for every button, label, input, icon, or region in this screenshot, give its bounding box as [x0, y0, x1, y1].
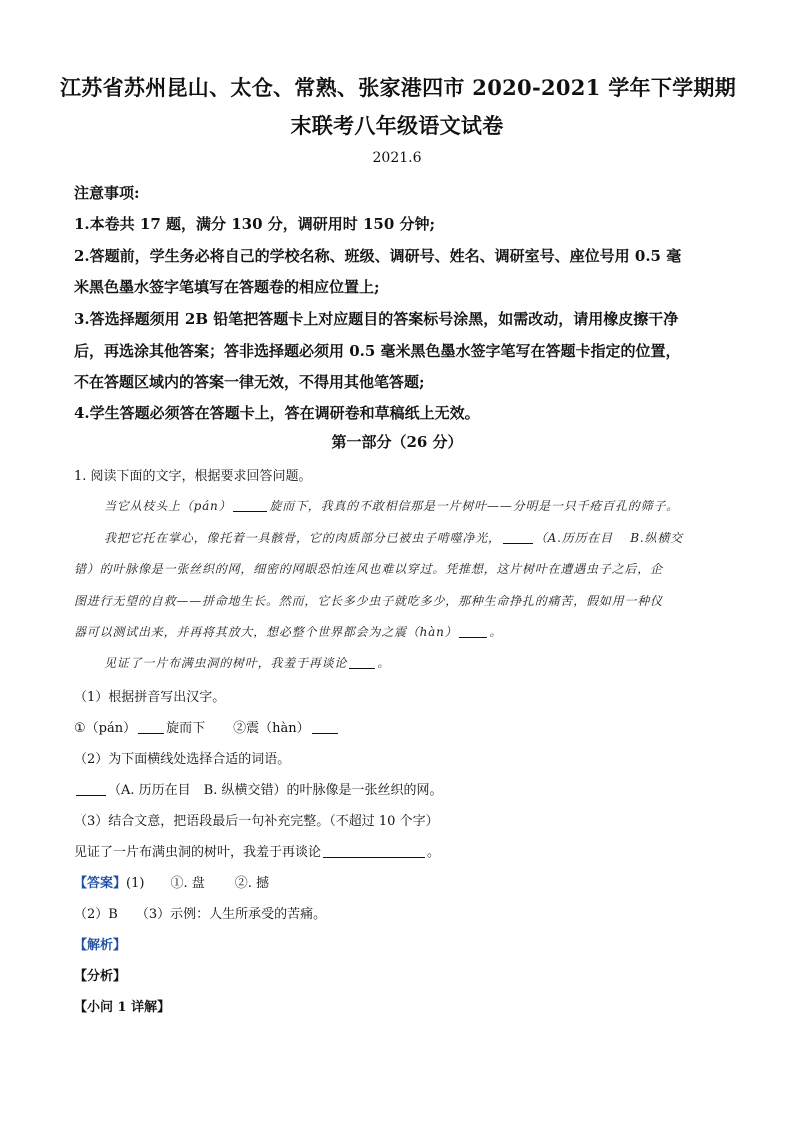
passage-text: 我把它托在掌心，像托着一具骸骨，它的肉质部分已被虫子啃噬净光， — [104, 531, 501, 545]
pinyin-item-2: ②震（hàn） — [233, 721, 310, 736]
answer-blank — [233, 510, 267, 512]
answer-tag: 【答案】 — [74, 876, 127, 891]
section-title: 第一部分（26 分） — [331, 433, 463, 451]
passage-line-4: 图进行无望的自救——拼命地生长。然而，它长多少虫子就吃多少，那种生命挣扎的痛苦，假如用一种仪 — [74, 594, 663, 608]
answer-part-1a: ①. 盘 — [170, 876, 205, 891]
answer-blank — [312, 732, 338, 734]
passage-line-1 — [104, 497, 679, 514]
subquestion-2-item — [74, 779, 442, 798]
subquestion-1-detail-tag: 【小问 1 详解】 — [74, 1000, 171, 1015]
analysis-tag: 【解析】 — [74, 938, 127, 953]
notice-item-1: 1.本卷共 17 题，满分 130 分，调研用时 150 分钟; — [74, 215, 436, 233]
subquestion-1-title: （1）根据拼音写出汉字。 — [74, 690, 226, 705]
subquestion-3-title: （3）结合文意，把语段最后一句补充完整。（不超过 10 个字） — [74, 814, 439, 829]
notice-item-3a: 3.答选择题须用 2B 铅笔把答题卡上对应题目的答案标号涂黑，如需改动，请用橡皮擦干净 — [74, 310, 679, 328]
answer-blank — [323, 856, 425, 858]
passage-line-3: 错）的叶脉像是一张丝织的网，细密的网眼恐怕连风也难以穿过。凭推想，这片树叶在遭遇虫子之后，企 — [74, 562, 663, 576]
subquestion-3-item — [74, 841, 440, 860]
passage-text: 当它从枝头上（pán） — [104, 499, 232, 513]
exam-title-line1: 江苏省苏州昆山、太仓、常熟、张家港四市 2020-2021 学年下学期期 — [60, 75, 737, 100]
exam-title-line2: 末联考八年级语文试卷 — [290, 113, 504, 138]
passage-text: 。 — [377, 656, 391, 670]
answer-blank — [76, 794, 106, 796]
passage-text: 旋而下，我真的不敢相信那是一片树叶——分明是一只千疮百孔的筛子。 — [269, 499, 679, 513]
passage-line-5 — [74, 623, 502, 640]
subquestion-2-title: （2）为下面横线处选择合适的词语。 — [74, 752, 291, 767]
notice-heading: 注意事项: — [74, 184, 140, 202]
subquestion-2-text: （A. 历历在目 B. 纵横交错）的叶脉像是一张丝织的网。 — [108, 783, 443, 798]
question-intro: 1. 阅读下面的文字，根据要求回答问题。 — [74, 469, 312, 484]
subquestion-3-suffix: 。 — [427, 845, 441, 860]
passage-line-6 — [104, 654, 390, 671]
fenxi-tag: 【分析】 — [74, 969, 127, 984]
passage-text: 。 — [489, 625, 503, 639]
notice-item-3c: 不在答题区域内的答案一律无效，不得用其他笔答题; — [74, 373, 425, 391]
answer-line-2 — [74, 903, 326, 922]
answer-part-3: （3）示例：人生所承受的苦痛。 — [135, 907, 327, 922]
answer-part-2: （2）B — [74, 907, 118, 922]
answer-part-1b: ②. 撼 — [234, 876, 269, 891]
answer-blank — [459, 636, 487, 638]
notice-item-2b: 米黑色墨水签字笔填写在答题卷的相应位置上; — [74, 278, 380, 296]
answer-blank — [349, 667, 375, 669]
notice-item-3b: 后，再选涂其他答案；答非选择题必须用 0.5 毫米黑色墨水签字笔写在答题卡指定的位置， — [74, 342, 681, 360]
answer-part-1: (1) — [126, 876, 145, 891]
passage-text: 见证了一片布满虫洞的树叶，我羞于再谈论 — [104, 656, 348, 670]
pinyin-item-1: ①（pán） — [74, 721, 137, 736]
subquestion-1-items — [74, 717, 340, 736]
exam-date: 2021.6 — [372, 150, 422, 166]
answer-blank — [503, 542, 533, 544]
pinyin-item-1-suffix: 旋而下 — [166, 721, 206, 736]
passage-line-2 — [104, 529, 683, 546]
passage-text: （A.历历在目 B.纵横交 — [534, 531, 683, 545]
answer-line-1 — [74, 872, 269, 891]
answer-blank — [138, 732, 164, 734]
passage-text: 器可以测试出来，并再将其放大，想必整个世界都会为之震（hàn） — [74, 625, 458, 639]
notice-item-4: 4.学生答题必须答在答题卡上，答在调研卷和草稿纸上无效。 — [74, 404, 480, 422]
subquestion-3-text: 见证了一片布满虫洞的树叶，我羞于再谈论 — [74, 845, 322, 860]
notice-item-2a: 2.答题前，学生务必将自己的学校名称、班级、调研号、姓名、调研室号、座位号用 0.5 毫 — [74, 247, 682, 265]
